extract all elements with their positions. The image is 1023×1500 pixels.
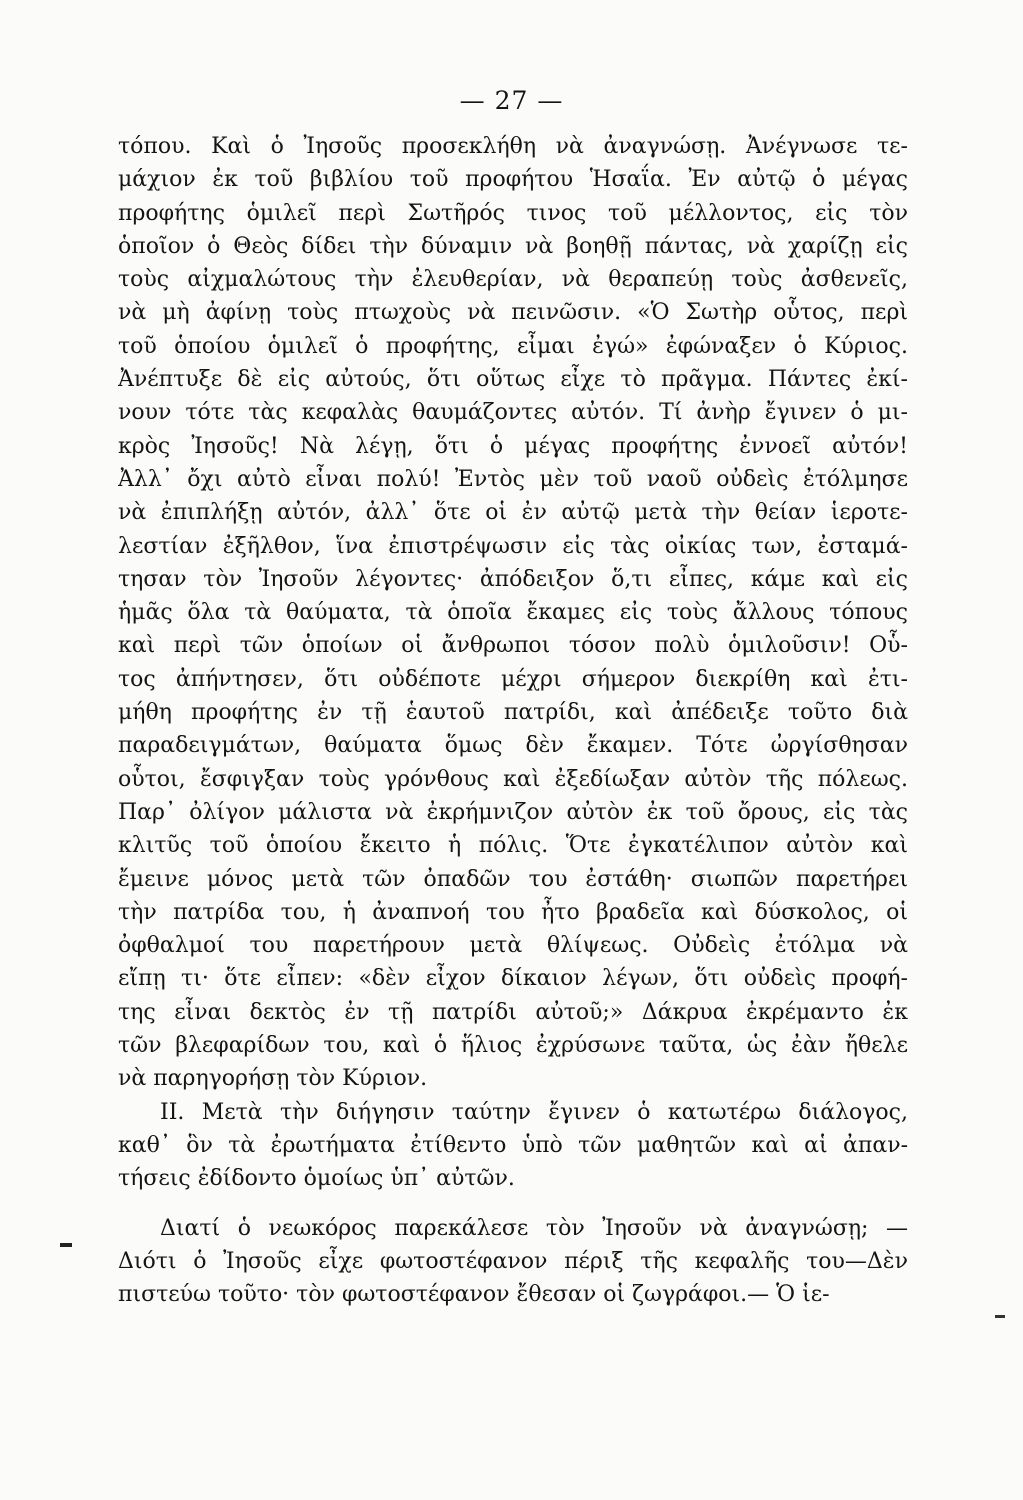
text-line: προφήτης ὁμιλεῖ περὶ Σωτῆρός τινος τοῦ μέλλοντος, εἰς τὸν bbox=[118, 200, 908, 226]
text-line: τήσεις ἐδίδοντο ὁμοίως ὑπ᾽ αὐτῶν. bbox=[118, 1166, 515, 1192]
text-line: νουν τότε τὰς κεφαλὰς θαυμάζοντες αὐτόν. Τί ἀνὴρ ἔγινεν ὁ μι- bbox=[118, 400, 908, 426]
text-line: μάχιον ἐκ τοῦ βιβλίου τοῦ προφήτου Ἡσαΐα. Ἐν αὐτῷ ὁ μέγας bbox=[118, 167, 908, 193]
body-text bbox=[118, 130, 908, 1311]
paragraph bbox=[118, 1212, 908, 1312]
text-line: κλιτῦς τοῦ ὁποίου ἔκειτο ἡ πόλις. Ὅτε ἐγκατέλιπον αὐτὸν καὶ bbox=[118, 833, 908, 859]
text-line: παραδειγμάτων, θαύματα ὅμως δὲν ἔκαμεν. Τότε ὠργίσθησαν bbox=[118, 733, 908, 759]
text-line: τῶν βλεφαρίδων του, καὶ ὁ ἥλιος ἐχρύσωνε ταῦτα, ὡς ἐὰν ἤθελε bbox=[118, 1033, 908, 1059]
text-line: II. Μετὰ τὴν διήγησιν ταύτην ἔγινεν ὁ κατωτέρω διάλογος, bbox=[160, 1099, 908, 1125]
text-line: ἔμεινε μόνος μετὰ τῶν ὀπαδῶν του ἐστάθη· σιωπῶν παρετήρει bbox=[118, 866, 908, 892]
paragraph-gap bbox=[118, 1196, 908, 1212]
text-line: Διότι ὁ Ἰησοῦς εἶχε φωτοστέφανον πέριξ τῆς κεφαλῆς του—Δὲν bbox=[118, 1248, 908, 1274]
text-line: Ἀλλ᾽ ὄχι αὐτὸ εἶναι πολύ! Ἐντὸς μὲν τοῦ ναοῦ οὐδεὶς ἐτόλμησε bbox=[118, 466, 908, 492]
text-line: εἴπῃ τι· ὅτε εἶπεν: «δὲν εἶχον δίκαιον λέγων, ὅτι οὐδεὶς προφή- bbox=[118, 966, 908, 992]
text-line: τόπου. Καὶ ὁ Ἰησοῦς προσεκλήθη νὰ ἀναγνώσῃ. Ἀνέγνωσε τε- bbox=[118, 134, 908, 159]
text-line: πιστεύω τοῦτο· τὸν φωτοστέφανον ἔθεσαν οἱ ζωγράφοι.— Ὁ ἱε- bbox=[118, 1282, 830, 1308]
text-line: λεστίαν ἐξῆλθον, ἵνα ἐπιστρέψωσιν εἰς τὰς οἰκίας των, ἐσταμά- bbox=[118, 533, 908, 559]
text-line: καθ᾽ ὃν τὰ ἐρωτήματα ἐτίθεντο ὑπὸ τῶν μαθητῶν καὶ αἱ ἀπαν- bbox=[118, 1132, 908, 1158]
text-line: οὗτοι, ἔσφιγξαν τοὺς γρόνθους καὶ ἐξεδίωξαν αὐτὸν τῆς πόλεως. bbox=[118, 766, 908, 792]
text-line: τησαν τὸν Ἰησοῦν λέγοντες· ἀπόδειξον ὅ,τι εἶπες, κάμε καὶ εἰς bbox=[118, 566, 908, 592]
text-line: τοὺς αἰχμαλώτους τὴν ἐλευθερίαν, νὰ θεραπεύῃ τοὺς ἀσθενεῖς, bbox=[118, 267, 908, 293]
text-line: νὰ παρηγορήσῃ τὸν Κύριον. bbox=[118, 1066, 428, 1092]
text-line: Ἀνέπτυξε δὲ εἰς αὐτούς, ὅτι οὕτως εἶχε τὸ πρᾶγμα. Πάντες ἐκί- bbox=[118, 367, 908, 393]
paragraph bbox=[118, 130, 908, 1096]
text-line: τος ἀπήντησεν, ὅτι οὐδέποτε μέχρι σήμερον διεκρίθη καὶ ἐτι- bbox=[118, 666, 908, 692]
text-line: καὶ περὶ τῶν ὁποίων οἱ ἄνθρωποι τόσον πολὺ ὁμιλοῦσιν! Οὗ- bbox=[118, 633, 908, 659]
text-line: κρὸς Ἰησοῦς! Νὰ λέγῃ, ὅτι ὁ μέγας προφήτης ἐννοεῖ αὐτόν! bbox=[118, 433, 908, 459]
text-line: ὀφθαλμοί του παρετήρουν μετὰ θλίψεως. Οὐδεὶς ἐτόλμα νὰ bbox=[118, 933, 908, 959]
paragraph bbox=[118, 1096, 908, 1196]
text-line: της εἶναι δεκτὸς ἐν τῇ πατρίδι αὐτοῦ;» Δάκρυα ἐκρέμαντο ἐκ bbox=[118, 999, 908, 1025]
text-line: νὰ ἐπιπλήξῃ αὐτόν, ἀλλ᾽ ὅτε οἱ ἐν αὐτῷ μετὰ τὴν θείαν ἱεροτε- bbox=[118, 500, 908, 526]
text-line: νὰ μὴ ἀφίνῃ τοὺς πτωχοὺς νὰ πεινῶσιν. «Ὁ Σωτὴρ οὗτος, περὶ bbox=[118, 300, 908, 326]
text-line: τὴν πατρίδα του, ἡ ἀναπνοή του ἦτο βραδεῖα καὶ δύσκολος, οἱ bbox=[118, 899, 908, 925]
text-line: τοῦ ὁποίου ὁμιλεῖ ὁ προφήτης, εἶμαι ἐγώ» ἐφώναξεν ὁ Κύριος. bbox=[118, 333, 908, 359]
text-line: ἡμᾶς ὅλα τὰ θαύματα, τὰ ὁποῖα ἔκαμες εἰς τοὺς ἄλλους τόπους bbox=[118, 600, 908, 626]
text-line: ὁποῖον ὁ Θεὸς δίδει τὴν δύναμιν νὰ βοηθῇ πάντας, νὰ χαρίζῃ εἰς bbox=[118, 233, 908, 259]
text-line: Διατί ὁ νεωκόρος παρεκάλεσε τὸν Ἰησοῦν νὰ ἀναγνώσῃ; — bbox=[160, 1215, 908, 1241]
margin-dash-mark bbox=[60, 1243, 72, 1247]
text-line: μήθη προφήτης ἐν τῇ ἑαυτοῦ πατρίδι, καὶ ἀπέδειξε τοῦτο διὰ bbox=[118, 700, 908, 726]
text-line: Παρ᾽ ὀλίγον μάλιστα νὰ ἐκρήμνιζον αὐτὸν ἐκ τοῦ ὄρους, εἰς τὰς bbox=[118, 799, 908, 825]
edge-scan-mark bbox=[995, 1315, 1005, 1318]
page-number: — 27 — bbox=[459, 86, 564, 115]
